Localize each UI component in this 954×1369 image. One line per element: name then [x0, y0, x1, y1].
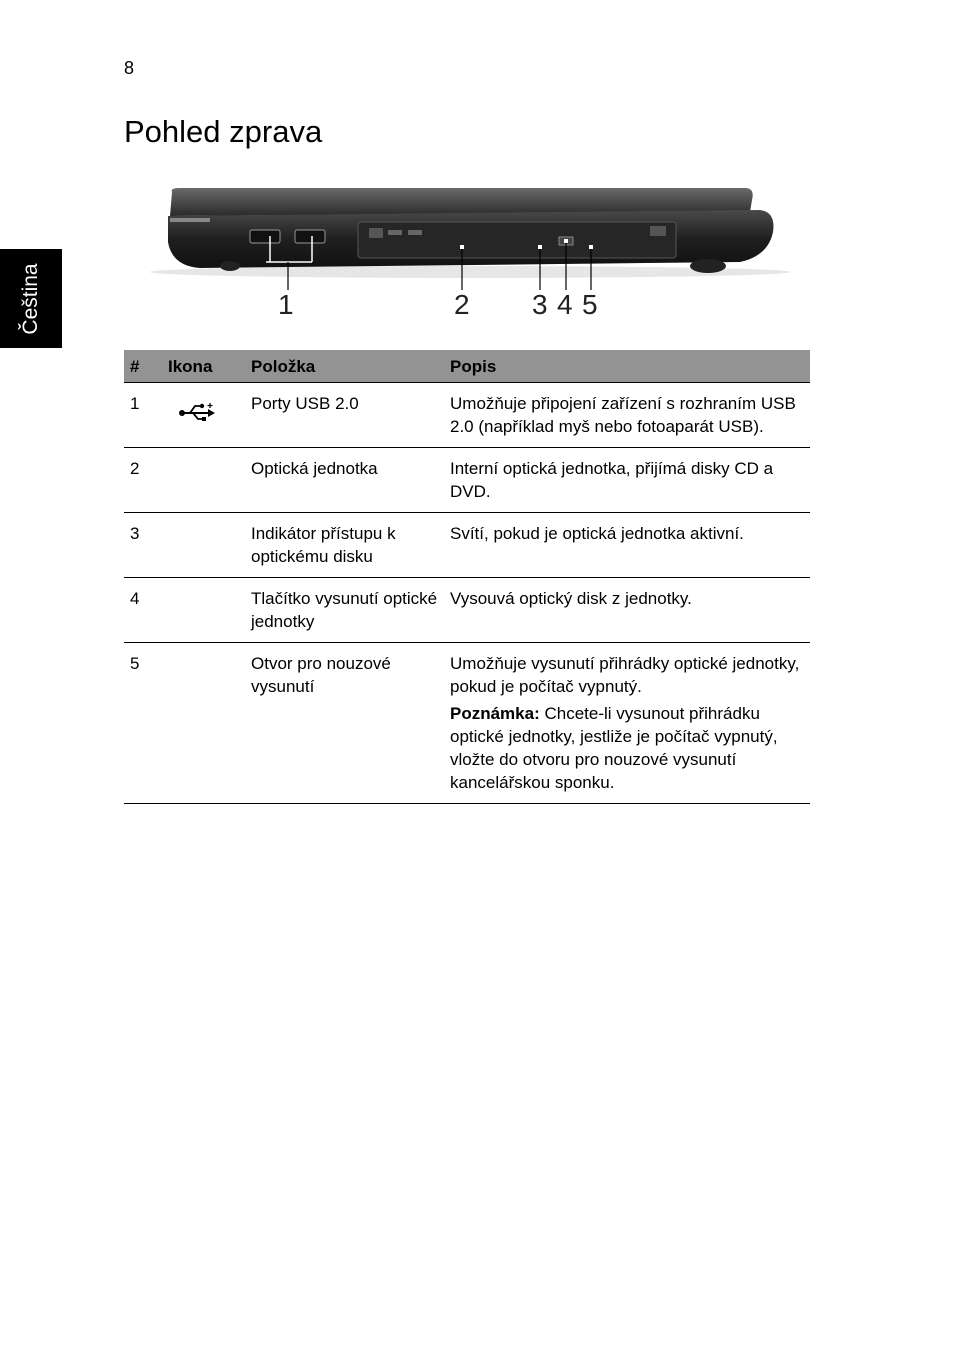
- usb-icon: [178, 402, 216, 428]
- note: [450, 702, 804, 794]
- language-tab: [0, 249, 62, 348]
- table-row: [124, 513, 810, 578]
- header-item: Položka: [245, 350, 444, 383]
- table-row: [124, 448, 810, 513]
- row-description: Svítí, pokud je optická jednotka aktivní.: [444, 513, 810, 578]
- table-header-row: [124, 350, 810, 383]
- header-icon: Ikona: [162, 350, 245, 383]
- row-number: 5: [124, 643, 162, 804]
- row-item: Indikátor přístupu k optickému disku: [245, 513, 444, 578]
- callout-5: 5: [582, 289, 598, 320]
- row-number: 1: [124, 383, 162, 448]
- row-description: [444, 643, 810, 804]
- row-icon: [162, 448, 245, 513]
- ports-table: [124, 350, 810, 804]
- note-text: Chcete-li vysunout přihrádku optické jednotky, jestliže je počítač vypnutý, vložte do otvoru pro nouzové vysunutí kancelářskou sponku.: [450, 704, 778, 792]
- row-item: Optická jednotka: [245, 448, 444, 513]
- row-icon: [162, 578, 245, 643]
- usb-port-2: [295, 230, 325, 243]
- callout-4: 4: [557, 289, 573, 320]
- row-number: 4: [124, 578, 162, 643]
- table-row: [124, 578, 810, 643]
- language-tab-label: Čeština: [19, 262, 42, 335]
- row-description: Umožňuje připojení zařízení s rozhraním USB 2.0 (například myš nebo fotoaparát USB).: [444, 383, 810, 448]
- page-number: 8: [124, 58, 135, 78]
- header-number: #: [124, 350, 162, 383]
- optical-drive-tray: [358, 222, 676, 258]
- row-number: 2: [124, 448, 162, 513]
- row-icon: [162, 513, 245, 578]
- page-title: Pohled zprava: [124, 114, 323, 149]
- callout-2: 2: [454, 289, 470, 320]
- row-description: Vysouvá optický disk z jednotky.: [444, 578, 810, 643]
- row-item: Otvor pro nouzové vysunutí: [245, 643, 444, 804]
- row-icon: [162, 643, 245, 804]
- row-item: Tlačítko vysunutí optické jednotky: [245, 578, 444, 643]
- header-description: Popis: [444, 350, 810, 383]
- note-label: Poznámka:: [450, 704, 540, 723]
- table-row: [124, 383, 810, 448]
- row-item: Porty USB 2.0: [245, 383, 444, 448]
- row-description: Interní optická jednotka, přijímá disky CD a DVD.: [444, 448, 810, 513]
- row-icon: [162, 383, 245, 448]
- callout-1: 1: [278, 289, 294, 320]
- callout-3: 3: [532, 289, 548, 320]
- table-row: [124, 643, 810, 804]
- row-number: 3: [124, 513, 162, 578]
- usb-port-1: [250, 230, 280, 243]
- row-description-text: Umožňuje vysunutí přihrádky optické jednotky, pokud je počítač vypnutý.: [450, 654, 800, 696]
- laptop-right-side-figure: [140, 180, 790, 330]
